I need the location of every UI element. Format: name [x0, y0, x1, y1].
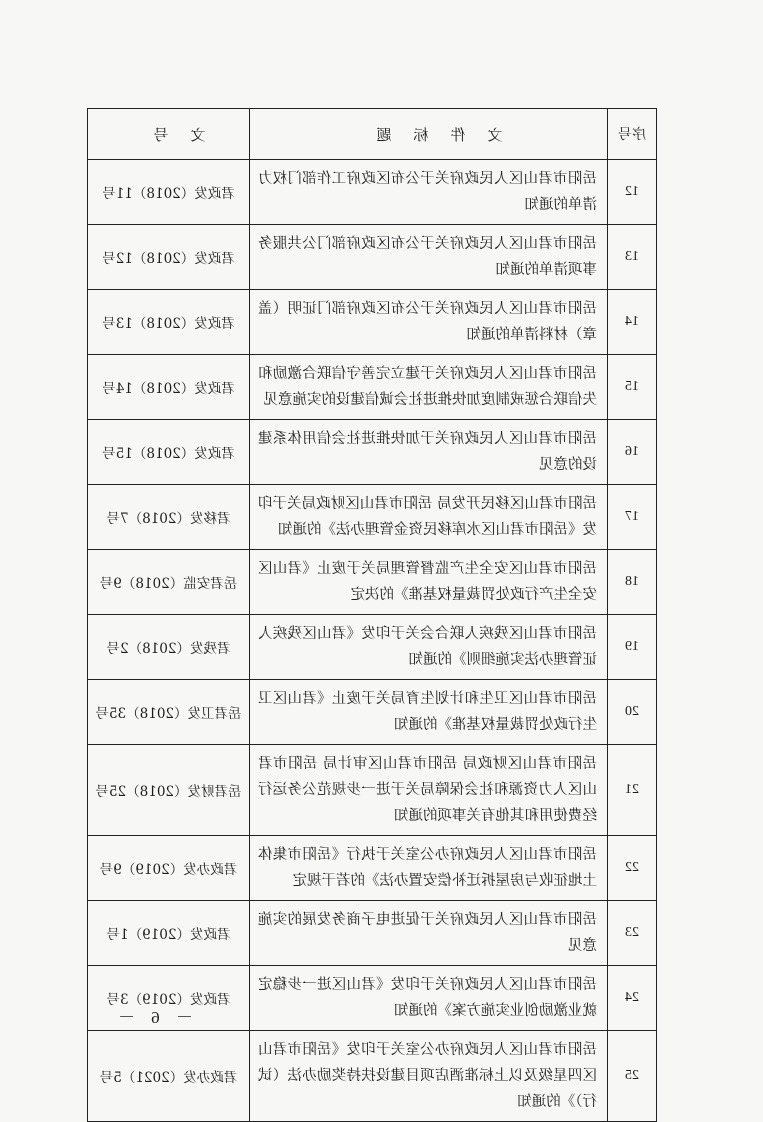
row-document-title: 岳阳市君山区残疾人联合会关于印发《君山区残疾人证管理办法实施细则》的通知 [250, 615, 608, 680]
row-document-title: 岳阳市君山区人民政府办公室关于印发《岳阳市君山区四星级及以上标准酒店项目建设扶持奖励办法（试行）》的通知 [250, 1031, 608, 1122]
row-document-title: 岳阳市君山区人民政府办公室关于执行《岳阳市集体土地征收与房屋拆迁补偿安置办法》的若干规定 [250, 836, 608, 901]
table-row [88, 680, 657, 745]
row-document-number: 君移发（2018）7号 [88, 485, 250, 550]
row-document-title: 岳阳市君山区卫生和计划生育局关于废止《君山区卫生行政处罚裁量权基准》的通知 [250, 680, 608, 745]
table-row [88, 160, 657, 225]
table-row [88, 615, 657, 680]
header-document-number: 文号 [88, 109, 250, 160]
row-serial-number: 17 [608, 485, 657, 550]
row-document-number: 君政办发（2021）5号 [88, 1031, 250, 1122]
row-document-number: 君政发（2018）15号 [88, 420, 250, 485]
row-document-number: 君政发（2018）11号 [88, 160, 250, 225]
row-serial-number: 21 [608, 745, 657, 836]
row-document-number: 君政发（2019）1号 [88, 901, 250, 966]
header-document-title: 文件标题 [250, 109, 608, 160]
row-serial-number: 24 [608, 966, 657, 1031]
row-document-number: 君残发（2018）2号 [88, 615, 250, 680]
row-document-title: 岳阳市君山区人民政府关于公布区政府部门证明（盖章）材料清单的通知 [250, 290, 608, 355]
row-document-number: 岳君卫发（2018）35号 [88, 680, 250, 745]
row-document-number: 岳君安监（2018）9号 [88, 550, 250, 615]
row-serial-number: 16 [608, 420, 657, 485]
table-row [88, 225, 657, 290]
table-header-row [88, 109, 657, 160]
row-document-title: 岳阳市君山区人民政府关于公布区政府工作部门权力清单的通知 [250, 160, 608, 225]
row-serial-number: 12 [608, 160, 657, 225]
row-serial-number: 14 [608, 290, 657, 355]
table-row [88, 420, 657, 485]
row-document-title: 岳阳市君山区移民开发局 岳阳市君山区财政局关于印发《岳阳市君山区水库移民资金管理办法》的通知 [250, 485, 608, 550]
table-row [88, 745, 657, 836]
row-serial-number: 25 [608, 1031, 657, 1122]
row-document-title: 岳阳市君山区人民政府关于加快推进社会信用体系建设的意见 [250, 420, 608, 485]
table-row [88, 901, 657, 966]
row-document-number: 君政发（2018）14号 [88, 355, 250, 420]
table-row [88, 836, 657, 901]
row-document-number: 岳君财发（2018）25号 [88, 745, 250, 836]
row-document-title: 岳阳市君山区财政局 岳阳市君山区审计局 岳阳市君山区人力资源和社会保障局关于进一步规范公务运行经费使用和其他有关事项的通知 [250, 745, 608, 836]
table-row [88, 290, 657, 355]
row-document-title: 岳阳市君山区人民政府关于印发《君山区进一步稳定就业激励创业实施方案》的通知 [250, 966, 608, 1031]
document-list-table [87, 108, 657, 1122]
row-document-title: 岳阳市君山区人民政府关于促进电子商务发展的实施意见 [250, 901, 608, 966]
row-serial-number: 20 [608, 680, 657, 745]
row-serial-number: 22 [608, 836, 657, 901]
row-document-number: 君政办发（2019）9号 [88, 836, 250, 901]
row-serial-number: 19 [608, 615, 657, 680]
row-document-number: 君政发（2019）3号 [88, 966, 250, 1031]
table-row [88, 1031, 657, 1122]
table-row [88, 550, 657, 615]
row-document-number: 君政发（2018）12号 [88, 225, 250, 290]
row-serial-number: 13 [608, 225, 657, 290]
table-row [88, 355, 657, 420]
row-serial-number: 23 [608, 901, 657, 966]
page-number: － 6 － [112, 1008, 193, 1027]
table-row [88, 485, 657, 550]
row-serial-number: 18 [608, 550, 657, 615]
row-document-number: 君政发（2018）13号 [88, 290, 250, 355]
row-document-title: 岳阳市君山区安全生产监督管理局关于废止《君山区安全生产行政处罚裁量权基准》的决定 [250, 550, 608, 615]
header-serial-number: 序号 [608, 109, 657, 160]
row-document-title: 岳阳市君山区人民政府关于建立完善守信联合激励和失信联合惩戒制度加快推进社会诚信建设的实施意见 [250, 355, 608, 420]
row-document-title: 岳阳市君山区人民政府关于公布区政府部门公共服务事项清单的通知 [250, 225, 608, 290]
row-serial-number: 15 [608, 355, 657, 420]
